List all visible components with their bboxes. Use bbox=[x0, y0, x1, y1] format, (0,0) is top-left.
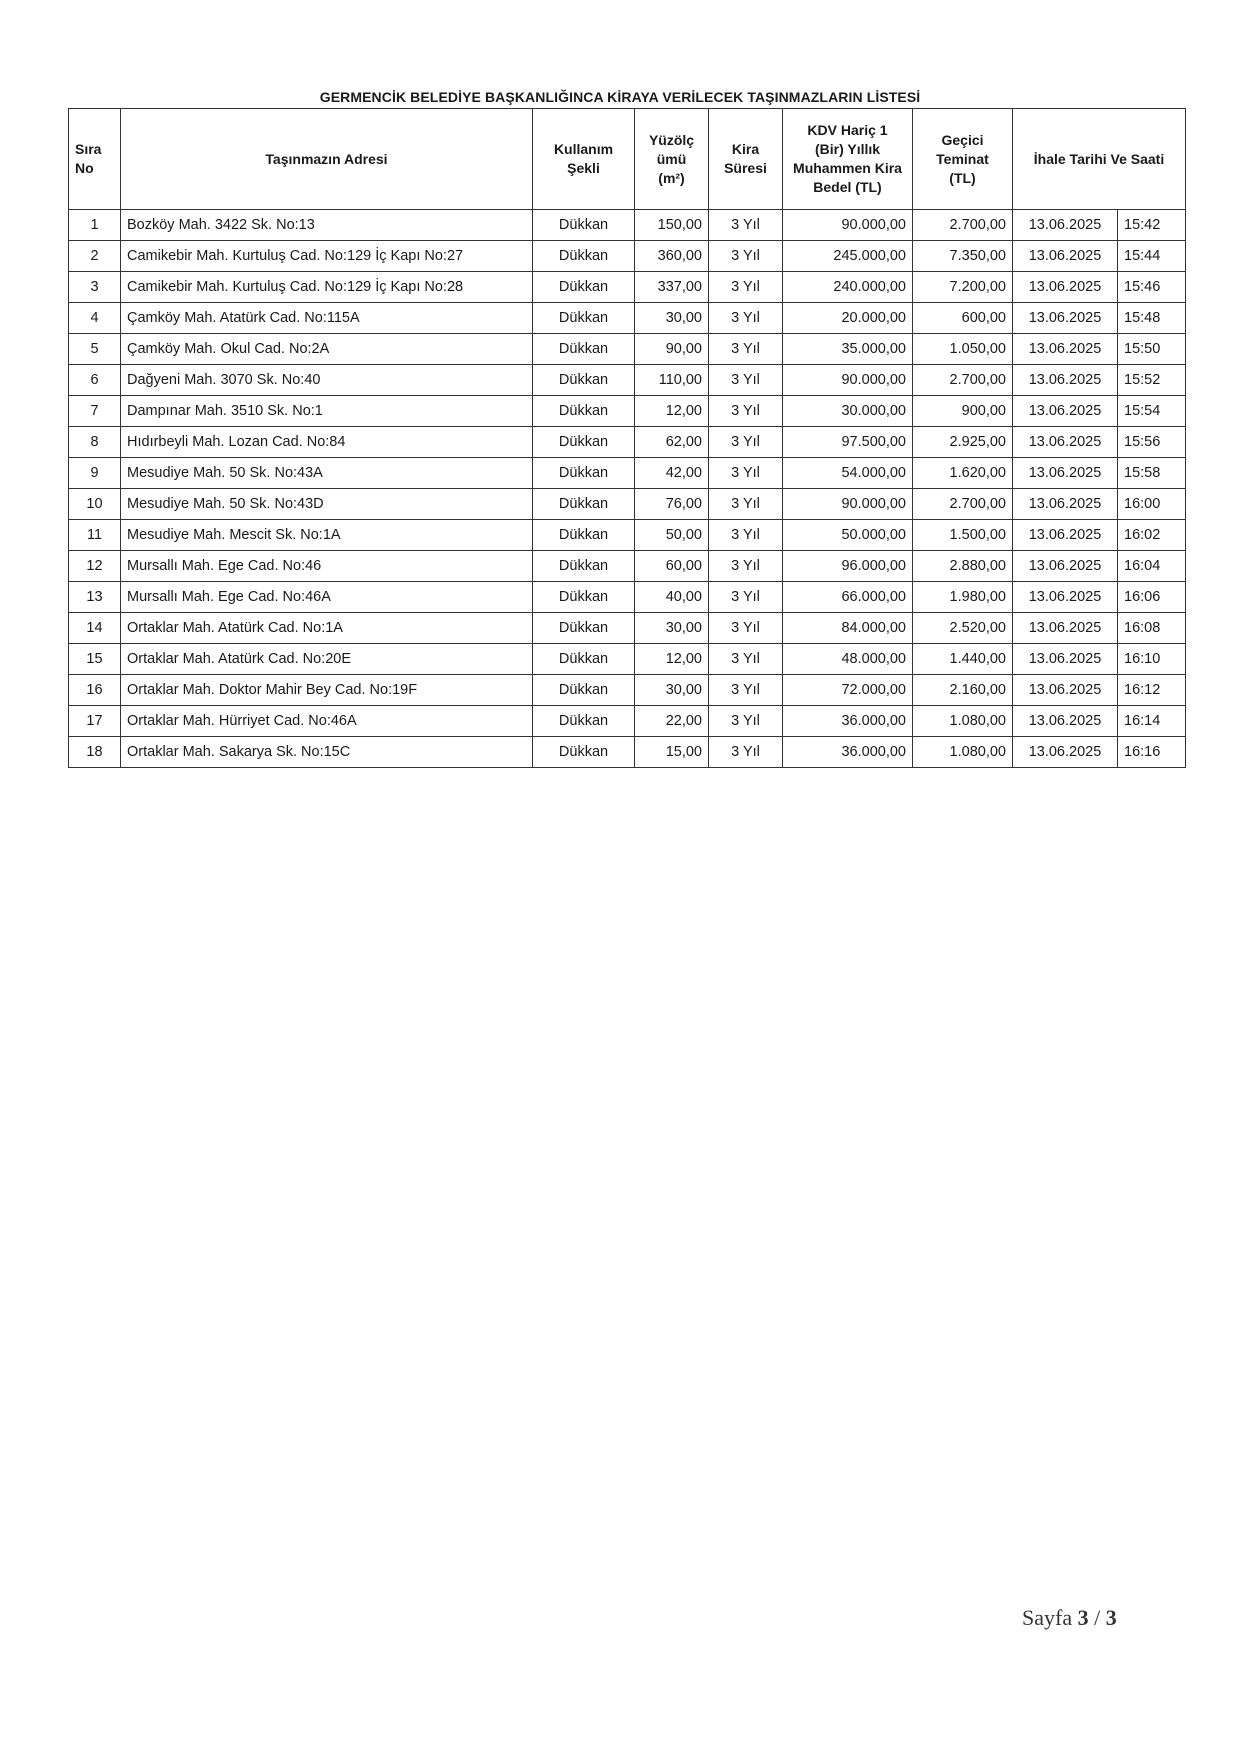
cell-deposit: 2.700,00 bbox=[913, 365, 1013, 396]
header-estimated-rent: KDV Hariç 1 (Bir) Yıllık Muhammen Kira Bedel (TL) bbox=[783, 109, 913, 210]
cell-address: Mursallı Mah. Ege Cad. No:46 bbox=[121, 551, 533, 582]
cell-rent-period: 3 Yıl bbox=[709, 520, 783, 551]
cell-address: Mesudiye Mah. 50 Sk. No:43A bbox=[121, 458, 533, 489]
cell-usage: Dükkan bbox=[533, 520, 635, 551]
cell-rent-period: 3 Yıl bbox=[709, 272, 783, 303]
cell-address: Bozköy Mah. 3422 Sk. No:13 bbox=[121, 210, 533, 241]
cell-deposit: 1.980,00 bbox=[913, 582, 1013, 613]
cell-rent-period: 3 Yıl bbox=[709, 396, 783, 427]
cell-sira-no: 18 bbox=[69, 737, 121, 768]
cell-area: 337,00 bbox=[635, 272, 709, 303]
cell-area: 30,00 bbox=[635, 675, 709, 706]
header-deposit: Geçici Teminat (TL) bbox=[913, 109, 1013, 210]
cell-usage: Dükkan bbox=[533, 737, 635, 768]
cell-estimated-rent: 36.000,00 bbox=[783, 706, 913, 737]
cell-auction-time: 15:46 bbox=[1118, 272, 1186, 303]
cell-usage: Dükkan bbox=[533, 675, 635, 706]
cell-address: Ortaklar Mah. Atatürk Cad. No:1A bbox=[121, 613, 533, 644]
cell-area: 30,00 bbox=[635, 613, 709, 644]
cell-estimated-rent: 30.000,00 bbox=[783, 396, 913, 427]
cell-usage: Dükkan bbox=[533, 427, 635, 458]
cell-deposit: 2.160,00 bbox=[913, 675, 1013, 706]
cell-estimated-rent: 72.000,00 bbox=[783, 675, 913, 706]
cell-deposit: 2.925,00 bbox=[913, 427, 1013, 458]
cell-deposit: 2.520,00 bbox=[913, 613, 1013, 644]
cell-address: Ortaklar Mah. Hürriyet Cad. No:46A bbox=[121, 706, 533, 737]
header-usage: Kullanım Şekli bbox=[533, 109, 635, 210]
cell-sira-no: 2 bbox=[69, 241, 121, 272]
cell-estimated-rent: 240.000,00 bbox=[783, 272, 913, 303]
page-label: Sayfa bbox=[1022, 1605, 1073, 1630]
cell-deposit: 1.080,00 bbox=[913, 706, 1013, 737]
cell-auction-date: 13.06.2025 bbox=[1013, 272, 1118, 303]
cell-area: 40,00 bbox=[635, 582, 709, 613]
cell-rent-period: 3 Yıl bbox=[709, 551, 783, 582]
cell-estimated-rent: 90.000,00 bbox=[783, 210, 913, 241]
page-number: 3 bbox=[1077, 1605, 1089, 1630]
cell-deposit: 7.200,00 bbox=[913, 272, 1013, 303]
cell-usage: Dükkan bbox=[533, 551, 635, 582]
cell-auction-time: 16:04 bbox=[1118, 551, 1186, 582]
cell-rent-period: 3 Yıl bbox=[709, 737, 783, 768]
table-row bbox=[69, 489, 1186, 520]
cell-auction-date: 13.06.2025 bbox=[1013, 644, 1118, 675]
cell-auction-date: 13.06.2025 bbox=[1013, 241, 1118, 272]
table-body bbox=[69, 210, 1186, 768]
cell-auction-date: 13.06.2025 bbox=[1013, 365, 1118, 396]
cell-auction-date: 13.06.2025 bbox=[1013, 582, 1118, 613]
cell-deposit: 7.350,00 bbox=[913, 241, 1013, 272]
cell-usage: Dükkan bbox=[533, 272, 635, 303]
cell-deposit: 1.620,00 bbox=[913, 458, 1013, 489]
cell-sira-no: 16 bbox=[69, 675, 121, 706]
cell-auction-time: 16:02 bbox=[1118, 520, 1186, 551]
cell-rent-period: 3 Yıl bbox=[709, 489, 783, 520]
cell-sira-no: 6 bbox=[69, 365, 121, 396]
cell-sira-no: 8 bbox=[69, 427, 121, 458]
cell-area: 62,00 bbox=[635, 427, 709, 458]
cell-address: Dampınar Mah. 3510 Sk. No:1 bbox=[121, 396, 533, 427]
cell-address: Hıdırbeyli Mah. Lozan Cad. No:84 bbox=[121, 427, 533, 458]
cell-usage: Dükkan bbox=[533, 210, 635, 241]
cell-auction-date: 13.06.2025 bbox=[1013, 458, 1118, 489]
cell-address: Mesudiye Mah. Mescit Sk. No:1A bbox=[121, 520, 533, 551]
cell-deposit: 1.080,00 bbox=[913, 737, 1013, 768]
table-row bbox=[69, 675, 1186, 706]
cell-estimated-rent: 90.000,00 bbox=[783, 489, 913, 520]
cell-rent-period: 3 Yıl bbox=[709, 210, 783, 241]
cell-auction-date: 13.06.2025 bbox=[1013, 210, 1118, 241]
cell-auction-date: 13.06.2025 bbox=[1013, 334, 1118, 365]
cell-auction-date: 13.06.2025 bbox=[1013, 551, 1118, 582]
cell-usage: Dükkan bbox=[533, 706, 635, 737]
table-row bbox=[69, 334, 1186, 365]
cell-rent-period: 3 Yıl bbox=[709, 365, 783, 396]
page-total: 3 bbox=[1105, 1605, 1117, 1630]
cell-auction-date: 13.06.2025 bbox=[1013, 706, 1118, 737]
cell-sira-no: 11 bbox=[69, 520, 121, 551]
cell-auction-date: 13.06.2025 bbox=[1013, 737, 1118, 768]
cell-estimated-rent: 245.000,00 bbox=[783, 241, 913, 272]
cell-rent-period: 3 Yıl bbox=[709, 427, 783, 458]
cell-usage: Dükkan bbox=[533, 334, 635, 365]
cell-auction-date: 13.06.2025 bbox=[1013, 675, 1118, 706]
cell-auction-time: 16:06 bbox=[1118, 582, 1186, 613]
cell-auction-date: 13.06.2025 bbox=[1013, 396, 1118, 427]
cell-rent-period: 3 Yıl bbox=[709, 613, 783, 644]
cell-estimated-rent: 35.000,00 bbox=[783, 334, 913, 365]
cell-usage: Dükkan bbox=[533, 303, 635, 334]
table-row bbox=[69, 427, 1186, 458]
cell-area: 50,00 bbox=[635, 520, 709, 551]
cell-area: 12,00 bbox=[635, 644, 709, 675]
cell-estimated-rent: 50.000,00 bbox=[783, 520, 913, 551]
cell-auction-time: 16:14 bbox=[1118, 706, 1186, 737]
cell-auction-time: 15:44 bbox=[1118, 241, 1186, 272]
cell-estimated-rent: 97.500,00 bbox=[783, 427, 913, 458]
cell-usage: Dükkan bbox=[533, 458, 635, 489]
cell-deposit: 900,00 bbox=[913, 396, 1013, 427]
cell-estimated-rent: 96.000,00 bbox=[783, 551, 913, 582]
cell-address: Çamköy Mah. Okul Cad. No:2A bbox=[121, 334, 533, 365]
cell-estimated-rent: 54.000,00 bbox=[783, 458, 913, 489]
cell-estimated-rent: 48.000,00 bbox=[783, 644, 913, 675]
header-auction-date-time: İhale Tarihi Ve Saati bbox=[1013, 109, 1186, 210]
cell-rent-period: 3 Yıl bbox=[709, 458, 783, 489]
header-address: Taşınmazın Adresi bbox=[121, 109, 533, 210]
cell-auction-time: 15:56 bbox=[1118, 427, 1186, 458]
document-title: GERMENCİK BELEDİYE BAŞKANLIĞINCA KİRAYA VERİLECEK TAŞINMAZLARIN LİSTESİ bbox=[319, 89, 921, 105]
cell-usage: Dükkan bbox=[533, 396, 635, 427]
cell-auction-time: 15:48 bbox=[1118, 303, 1186, 334]
cell-rent-period: 3 Yıl bbox=[709, 303, 783, 334]
cell-usage: Dükkan bbox=[533, 489, 635, 520]
table-row bbox=[69, 520, 1186, 551]
cell-area: 76,00 bbox=[635, 489, 709, 520]
table-row bbox=[69, 272, 1186, 303]
table-row bbox=[69, 458, 1186, 489]
cell-address: Çamköy Mah. Atatürk Cad. No:115A bbox=[121, 303, 533, 334]
cell-area: 12,00 bbox=[635, 396, 709, 427]
page-footer bbox=[1022, 1605, 1117, 1631]
cell-deposit: 2.700,00 bbox=[913, 489, 1013, 520]
cell-sira-no: 9 bbox=[69, 458, 121, 489]
cell-sira-no: 1 bbox=[69, 210, 121, 241]
cell-address: Dağyeni Mah. 3070 Sk. No:40 bbox=[121, 365, 533, 396]
cell-rent-period: 3 Yıl bbox=[709, 334, 783, 365]
cell-auction-time: 16:12 bbox=[1118, 675, 1186, 706]
cell-estimated-rent: 20.000,00 bbox=[783, 303, 913, 334]
header-sira-no: Sıra No bbox=[69, 109, 121, 210]
cell-address: Ortaklar Mah. Atatürk Cad. No:20E bbox=[121, 644, 533, 675]
cell-auction-date: 13.06.2025 bbox=[1013, 520, 1118, 551]
cell-sira-no: 15 bbox=[69, 644, 121, 675]
table-row bbox=[69, 644, 1186, 675]
cell-auction-time: 15:52 bbox=[1118, 365, 1186, 396]
cell-auction-time: 15:58 bbox=[1118, 458, 1186, 489]
table-row bbox=[69, 551, 1186, 582]
cell-address: Camikebir Mah. Kurtuluş Cad. No:129 İç Kapı No:28 bbox=[121, 272, 533, 303]
cell-area: 15,00 bbox=[635, 737, 709, 768]
cell-usage: Dükkan bbox=[533, 613, 635, 644]
cell-usage: Dükkan bbox=[533, 241, 635, 272]
table-row bbox=[69, 303, 1186, 334]
cell-auction-time: 16:08 bbox=[1118, 613, 1186, 644]
cell-address: Mesudiye Mah. 50 Sk. No:43D bbox=[121, 489, 533, 520]
cell-address: Ortaklar Mah. Doktor Mahir Bey Cad. No:19F bbox=[121, 675, 533, 706]
cell-sira-no: 17 bbox=[69, 706, 121, 737]
cell-sira-no: 4 bbox=[69, 303, 121, 334]
cell-auction-time: 16:00 bbox=[1118, 489, 1186, 520]
cell-estimated-rent: 66.000,00 bbox=[783, 582, 913, 613]
cell-auction-time: 15:54 bbox=[1118, 396, 1186, 427]
cell-auction-date: 13.06.2025 bbox=[1013, 489, 1118, 520]
cell-area: 360,00 bbox=[635, 241, 709, 272]
table-row bbox=[69, 210, 1186, 241]
cell-auction-time: 16:10 bbox=[1118, 644, 1186, 675]
cell-sira-no: 13 bbox=[69, 582, 121, 613]
cell-area: 60,00 bbox=[635, 551, 709, 582]
cell-usage: Dükkan bbox=[533, 365, 635, 396]
cell-auction-time: 16:16 bbox=[1118, 737, 1186, 768]
cell-sira-no: 12 bbox=[69, 551, 121, 582]
header-rent-period: Kira Süresi bbox=[709, 109, 783, 210]
cell-deposit: 600,00 bbox=[913, 303, 1013, 334]
cell-address: Camikebir Mah. Kurtuluş Cad. No:129 İç Kapı No:27 bbox=[121, 241, 533, 272]
cell-rent-period: 3 Yıl bbox=[709, 675, 783, 706]
table-row bbox=[69, 365, 1186, 396]
cell-area: 150,00 bbox=[635, 210, 709, 241]
page-separator: / bbox=[1094, 1605, 1101, 1630]
cell-usage: Dükkan bbox=[533, 582, 635, 613]
cell-area: 42,00 bbox=[635, 458, 709, 489]
cell-sira-no: 3 bbox=[69, 272, 121, 303]
cell-deposit: 2.700,00 bbox=[913, 210, 1013, 241]
cell-deposit: 1.500,00 bbox=[913, 520, 1013, 551]
cell-deposit: 1.050,00 bbox=[913, 334, 1013, 365]
table-row bbox=[69, 396, 1186, 427]
cell-rent-period: 3 Yıl bbox=[709, 582, 783, 613]
table-row bbox=[69, 582, 1186, 613]
cell-rent-period: 3 Yıl bbox=[709, 241, 783, 272]
table-row bbox=[69, 737, 1186, 768]
table-row bbox=[69, 706, 1186, 737]
cell-sira-no: 7 bbox=[69, 396, 121, 427]
table-row bbox=[69, 613, 1186, 644]
cell-sira-no: 14 bbox=[69, 613, 121, 644]
header-row bbox=[69, 109, 1186, 210]
cell-auction-date: 13.06.2025 bbox=[1013, 427, 1118, 458]
cell-estimated-rent: 36.000,00 bbox=[783, 737, 913, 768]
property-table bbox=[68, 108, 1186, 768]
cell-auction-time: 15:42 bbox=[1118, 210, 1186, 241]
cell-sira-no: 10 bbox=[69, 489, 121, 520]
cell-sira-no: 5 bbox=[69, 334, 121, 365]
cell-rent-period: 3 Yıl bbox=[709, 644, 783, 675]
cell-auction-date: 13.06.2025 bbox=[1013, 303, 1118, 334]
cell-area: 90,00 bbox=[635, 334, 709, 365]
cell-auction-time: 15:50 bbox=[1118, 334, 1186, 365]
cell-deposit: 1.440,00 bbox=[913, 644, 1013, 675]
cell-deposit: 2.880,00 bbox=[913, 551, 1013, 582]
cell-estimated-rent: 90.000,00 bbox=[783, 365, 913, 396]
cell-rent-period: 3 Yıl bbox=[709, 706, 783, 737]
cell-estimated-rent: 84.000,00 bbox=[783, 613, 913, 644]
cell-address: Ortaklar Mah. Sakarya Sk. No:15C bbox=[121, 737, 533, 768]
table-row bbox=[69, 241, 1186, 272]
cell-area: 30,00 bbox=[635, 303, 709, 334]
cell-area: 110,00 bbox=[635, 365, 709, 396]
cell-auction-date: 13.06.2025 bbox=[1013, 613, 1118, 644]
header-area: Yüzölç ümü (m²) bbox=[635, 109, 709, 210]
cell-area: 22,00 bbox=[635, 706, 709, 737]
cell-usage: Dükkan bbox=[533, 644, 635, 675]
cell-address: Mursallı Mah. Ege Cad. No:46A bbox=[121, 582, 533, 613]
